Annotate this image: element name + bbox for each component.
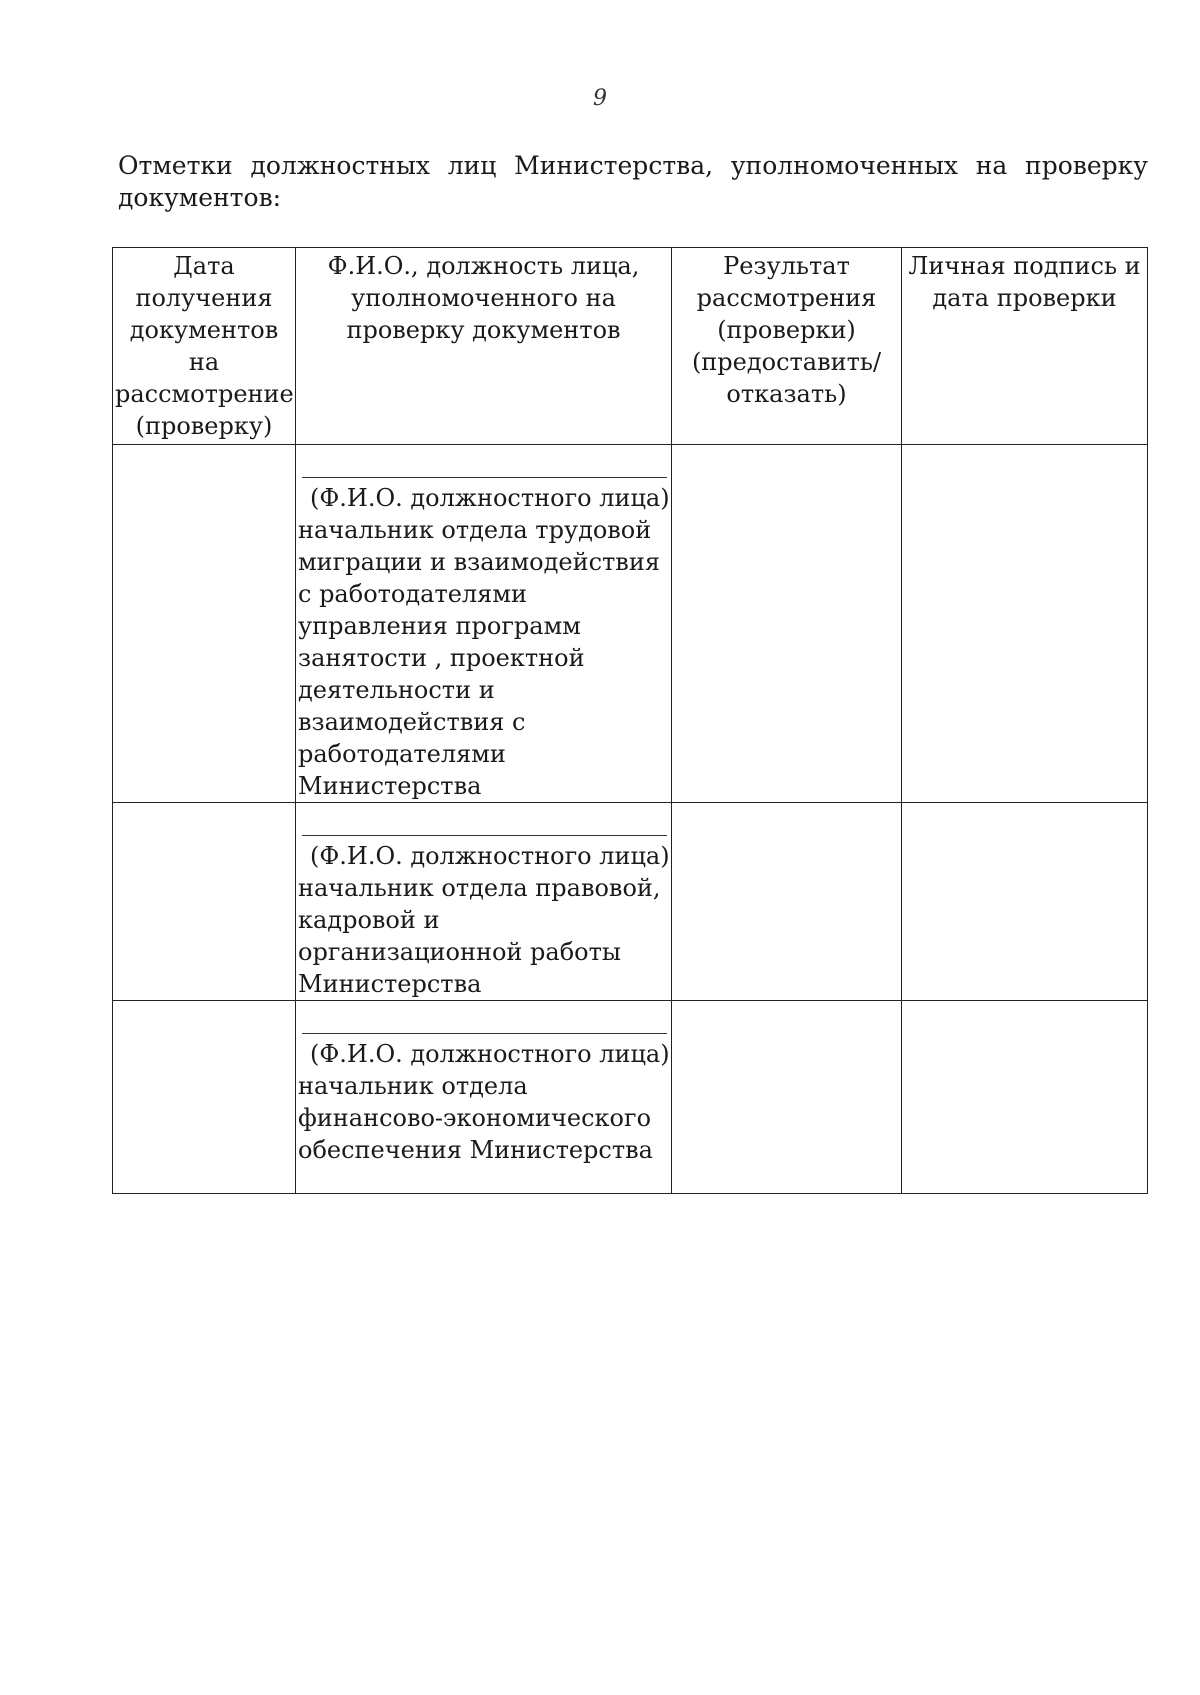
cell-date[interactable] <box>113 445 296 803</box>
intro-line-1: Отметки должностных лиц Министерства, уполномоченных на проверку <box>118 151 1148 180</box>
cell-result[interactable] <box>672 1001 902 1194</box>
header-date-received: Дата получения документов на рассмотрение (проверку) <box>113 248 296 445</box>
name-caption: (Ф.И.О. должностного лица) <box>310 484 670 512</box>
name-caption: (Ф.И.О. должностного лица) <box>310 1040 670 1068</box>
cell-result[interactable] <box>672 445 902 803</box>
cell-result[interactable] <box>672 803 902 1001</box>
cell-official <box>296 1001 672 1194</box>
table-row <box>113 803 1148 1001</box>
name-caption: (Ф.И.О. должностного лица) <box>310 842 670 870</box>
table-row <box>113 1001 1148 1194</box>
table-row <box>113 445 1148 803</box>
intro-paragraph <box>118 150 1148 214</box>
header-review-result: Результат рассмотрения (проверки) (предоставить/ отказать) <box>672 248 902 445</box>
name-fill-line[interactable] <box>302 477 667 478</box>
verification-table-wrapper <box>112 247 1147 1194</box>
official-position: начальник отдела трудовой миграции и взаимодействия с работодателями управления программ занятости , проектной деятельности и взаимодействия с работодателями Министерства <box>298 516 660 800</box>
header-signature-date: Личная подпись и дата проверки <box>902 248 1148 445</box>
official-position: начальник отдела правовой, кадровой и организационной работы Министерства <box>298 874 661 998</box>
cell-signature[interactable] <box>902 1001 1148 1194</box>
verification-table <box>112 247 1148 1194</box>
name-fill-line[interactable] <box>302 1033 667 1034</box>
page-number: 9 <box>593 86 607 111</box>
cell-date[interactable] <box>113 1001 296 1194</box>
name-fill-line[interactable] <box>302 835 667 836</box>
header-official-name: Ф.И.О., должность лица, уполномоченного на проверку документов <box>296 248 672 445</box>
cell-signature[interactable] <box>902 803 1148 1001</box>
official-position: начальник отдела финансово-экономического обеспечения Министерства <box>298 1072 653 1164</box>
cell-date[interactable] <box>113 803 296 1001</box>
table-header-row <box>113 248 1148 445</box>
cell-official <box>296 445 672 803</box>
cell-official <box>296 803 672 1001</box>
intro-line-2: документов: <box>118 183 282 212</box>
cell-signature[interactable] <box>902 445 1148 803</box>
